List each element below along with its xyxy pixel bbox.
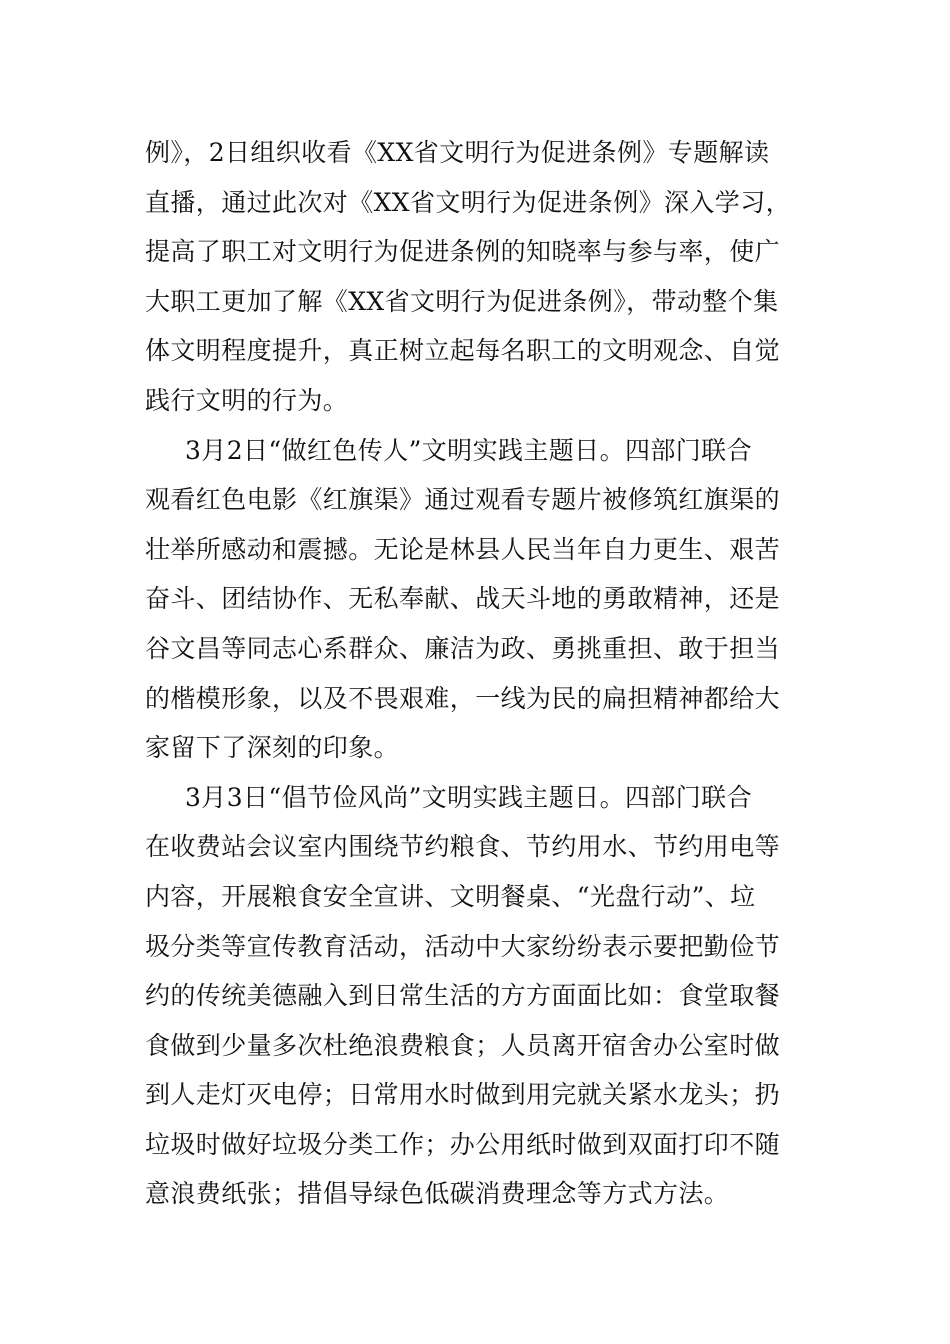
text-line-indented: 3月3日“倡节俭风尚”文明实践主题日。四部门联合 [185, 782, 752, 812]
text-line: 例》，2日组织收看《XX省文明行为促进条例》专题解读 [145, 138, 770, 167]
paragraph-2 [145, 426, 810, 773]
text-line: 约的传统美德融入到日常生活的方方面面比如：食堂取餐 [145, 981, 781, 1011]
paragraph-1 [145, 128, 810, 426]
document-body [145, 128, 810, 1219]
text-line: 垃圾时做好垃圾分类工作；办公用纸时做到双面打印不随 [145, 1129, 781, 1159]
text-line: 观看红色电影《红旗渠》通过观看专题片被修筑红旗渠的 [145, 485, 781, 515]
text-line: 内容，开展粮食安全宣讲、文明餐桌、“光盘行动”、垃 [145, 881, 756, 911]
text-line: 壮举所感动和震撼。无论是林县人民当年自力更生、艰苦 [145, 534, 781, 564]
text-line: 体文明程度提升，真正树立起每名职工的文明观念、自觉 [145, 336, 781, 366]
text-line: 提高了职工对文明行为促进条例的知晓率与参与率，使广 [145, 237, 781, 267]
paragraph-3 [145, 773, 810, 1219]
text-line: 大职工更加了解《XX省文明行为促进条例》，带动整个集 [145, 286, 779, 316]
text-line: 的楷模形象，以及不畏艰难，一线为民的扁担精神都给大 [145, 683, 781, 713]
text-line: 意浪费纸张；措倡导绿色低碳消费理念等方式方法。 [145, 1179, 730, 1209]
text-line: 圾分类等宣传教育活动，活动中大家纷纷表示要把勤俭节 [145, 931, 781, 961]
text-line: 在收费站会议室内围绕节约粮食、节约用水、节约用电等 [145, 832, 781, 862]
text-line: 直播，通过此次对《XX省文明行为促进条例》深入学习， [145, 187, 791, 217]
text-line: 食做到少量多次杜绝浪费粮食；人员离开宿舍办公室时做 [145, 1030, 781, 1060]
text-line-indented: 3月2日“做红色传人”文明实践主题日。四部门联合 [185, 435, 752, 465]
text-line: 家留下了深刻的印象。 [145, 733, 400, 763]
text-line: 谷文昌等同志心系群众、廉洁为政、勇挑重担、敢于担当 [145, 633, 781, 663]
text-line: 奋斗、团结协作、无私奉献、战天斗地的勇敢精神，还是 [145, 584, 781, 614]
text-line: 到人走灯灭电停；日常用水时做到用完就关紧水龙头；扔 [145, 1080, 781, 1110]
text-line: 践行文明的行为。 [145, 385, 349, 415]
